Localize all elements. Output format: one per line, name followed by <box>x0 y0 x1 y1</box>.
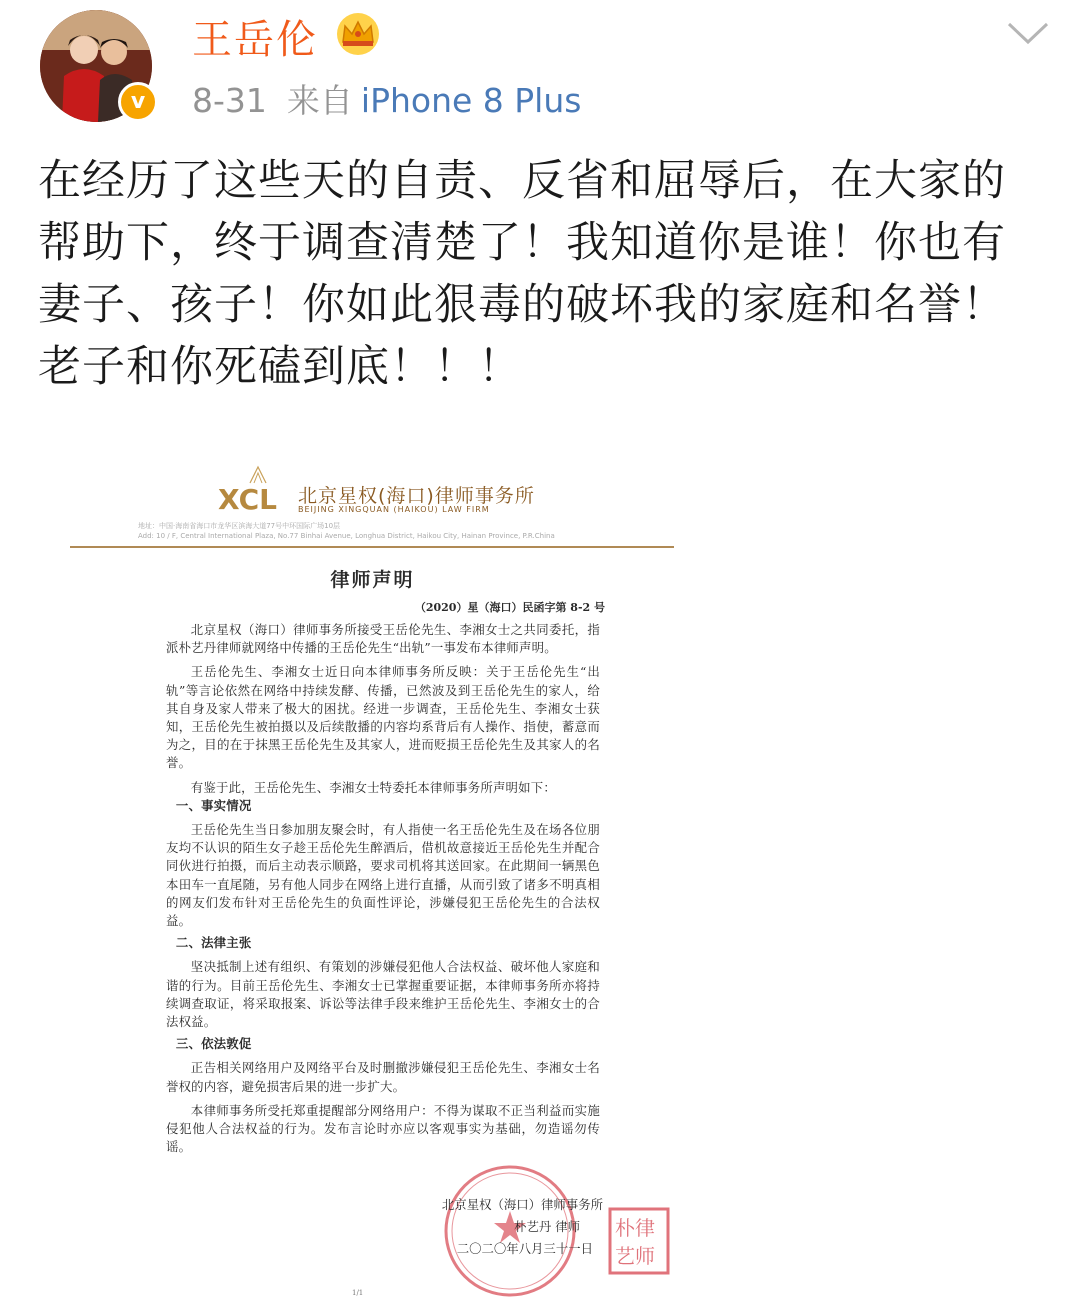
letterhead-divider <box>70 546 674 548</box>
document-number: （2020）星（海口）民函字第 8-2 号 <box>414 601 605 614</box>
paragraph-1: 北京星权（海口）律师事务所接受王岳伦先生、李湘女士之共同委托，指派朴艺丹律师就网络中传播的王岳伦先生“出轨”一事发布本律师声明。 <box>166 622 600 656</box>
crown-icon[interactable] <box>333 12 383 56</box>
paragraph-7: 本律师事务所受托郑重提醒部分网络用户：不得为谋取不正当利益而实施侵犯他人合法权益的行为。发布言论时亦应以客观事实为基础，勿造谣勿传谣。 <box>166 1102 600 1155</box>
post-text: 在经历了这些天的自责、反省和屈辱后，在大家的帮助下，终于调查清楚了！我知道你是谁！你也有妻子、孩子！你如此狠毒的破坏我的家庭和名誉！老子和你死磕到底！！！ <box>38 156 1006 392</box>
chevron-down-icon[interactable] <box>1005 18 1051 48</box>
signature-lawyer: 朴艺丹 律师 <box>514 1219 580 1234</box>
post-header <box>0 0 1080 135</box>
username[interactable]: 王岳伦 <box>192 17 318 63</box>
signature-firm: 北京星权（海口）律师事务所 <box>441 1197 603 1212</box>
firm-address-en: Add: 10 / F, Central International Plaza, No.77 Binhai Avenue, Longhua District, Haikou City, Hainan Province, P.R.China <box>138 532 555 540</box>
paragraph-6: 正告相关网络用户及网络平台及时删撤涉嫌侵犯王岳伦先生、李湘女士名誉权的内容，避免损害后果的进一步扩大。 <box>166 1060 600 1094</box>
verified-icon: v <box>118 82 158 122</box>
lawyer-seal-stamp-icon <box>608 1207 670 1275</box>
document-body <box>166 621 600 1156</box>
paragraph-3: 有鉴于此，王岳伦先生、李湘女士特委托本律师事务所声明如下： <box>190 779 556 795</box>
post-date: 8-31 <box>192 81 267 120</box>
page-number: 1/1 <box>352 1289 364 1297</box>
document-title: 律师声明 <box>330 569 415 591</box>
firm-name-en: BEIJING XINGQUAN (HAIKOU) LAW FIRM <box>298 505 490 514</box>
paragraph-5: 坚决抵制上述有组织、有策划的涉嫌侵犯他人合法权益、破坏他人家庭和谐的行为。目前王岳伦先生、李湘女士已掌握重要证据，本律师事务所亦将持续调查取证，将采取报案、诉讼等法律手段来维护王岳伦先生、李湘女士的合法权益。 <box>166 959 600 1030</box>
paragraph-4: 王岳伦先生当日参加朋友聚会时，有人指使一名王岳伦先生及在场各位朋友均不认识的陌生女子趁王岳伦先生醉酒后，借机故意接近王岳伦先生并配合同伙进行拍摄，而后主动表示顺路，要求司机将其送回家。在此期间一辆黑色本田车一直尾随，另有他人同步在网络上进行直播，从而引致了诸多不明真相的网友们发布针对王岳伦先生的负面性评论，涉嫌侵犯王岳伦先生的合法权益。 <box>166 822 600 929</box>
firm-address-cn: 地址：中国·海南省海口市龙华区滨海大道77号中环国际广场10层 <box>138 522 341 530</box>
source-device-link[interactable]: iPhone 8 Plus <box>360 81 582 120</box>
firm-name-cn: 北京星权(海口)律师事务所 <box>298 485 535 507</box>
attached-image-lawyer-statement[interactable] <box>70 455 675 1297</box>
section-heading-facts: 一、事实情况 <box>175 797 252 813</box>
section-heading-legal: 二、法律主张 <box>175 935 252 951</box>
svg-text:朴律: 朴律 <box>615 1216 655 1240</box>
post-meta <box>192 75 601 122</box>
signature-date: 二〇二〇年八月三十一日 <box>456 1241 593 1256</box>
paragraph-2: 王岳伦先生、李湘女士近日向本律师事务所反映：关于王岳伦先生“出轨”等言论依然在网络中持续发酵、传播，已然波及到王岳伦先生的家人，给其自身及家人带来了极大的困扰。经进一步调查，王岳伦先生、李湘女士获知，王岳伦先生被拍摄以及后续散播的内容均系背后有人操作、指使，蓄意而为之，目的在于抹黑王岳伦先生及其家人，进而贬损王岳伦先生及其家人的名誉。 <box>166 664 600 771</box>
source-prefix: 来自 <box>286 81 353 120</box>
svg-text:XCL: XCL <box>218 483 277 513</box>
section-heading-urge: 三、依法敦促 <box>175 1036 252 1052</box>
law-firm-logo-icon <box>218 465 298 513</box>
svg-text:艺师: 艺师 <box>615 1244 655 1268</box>
